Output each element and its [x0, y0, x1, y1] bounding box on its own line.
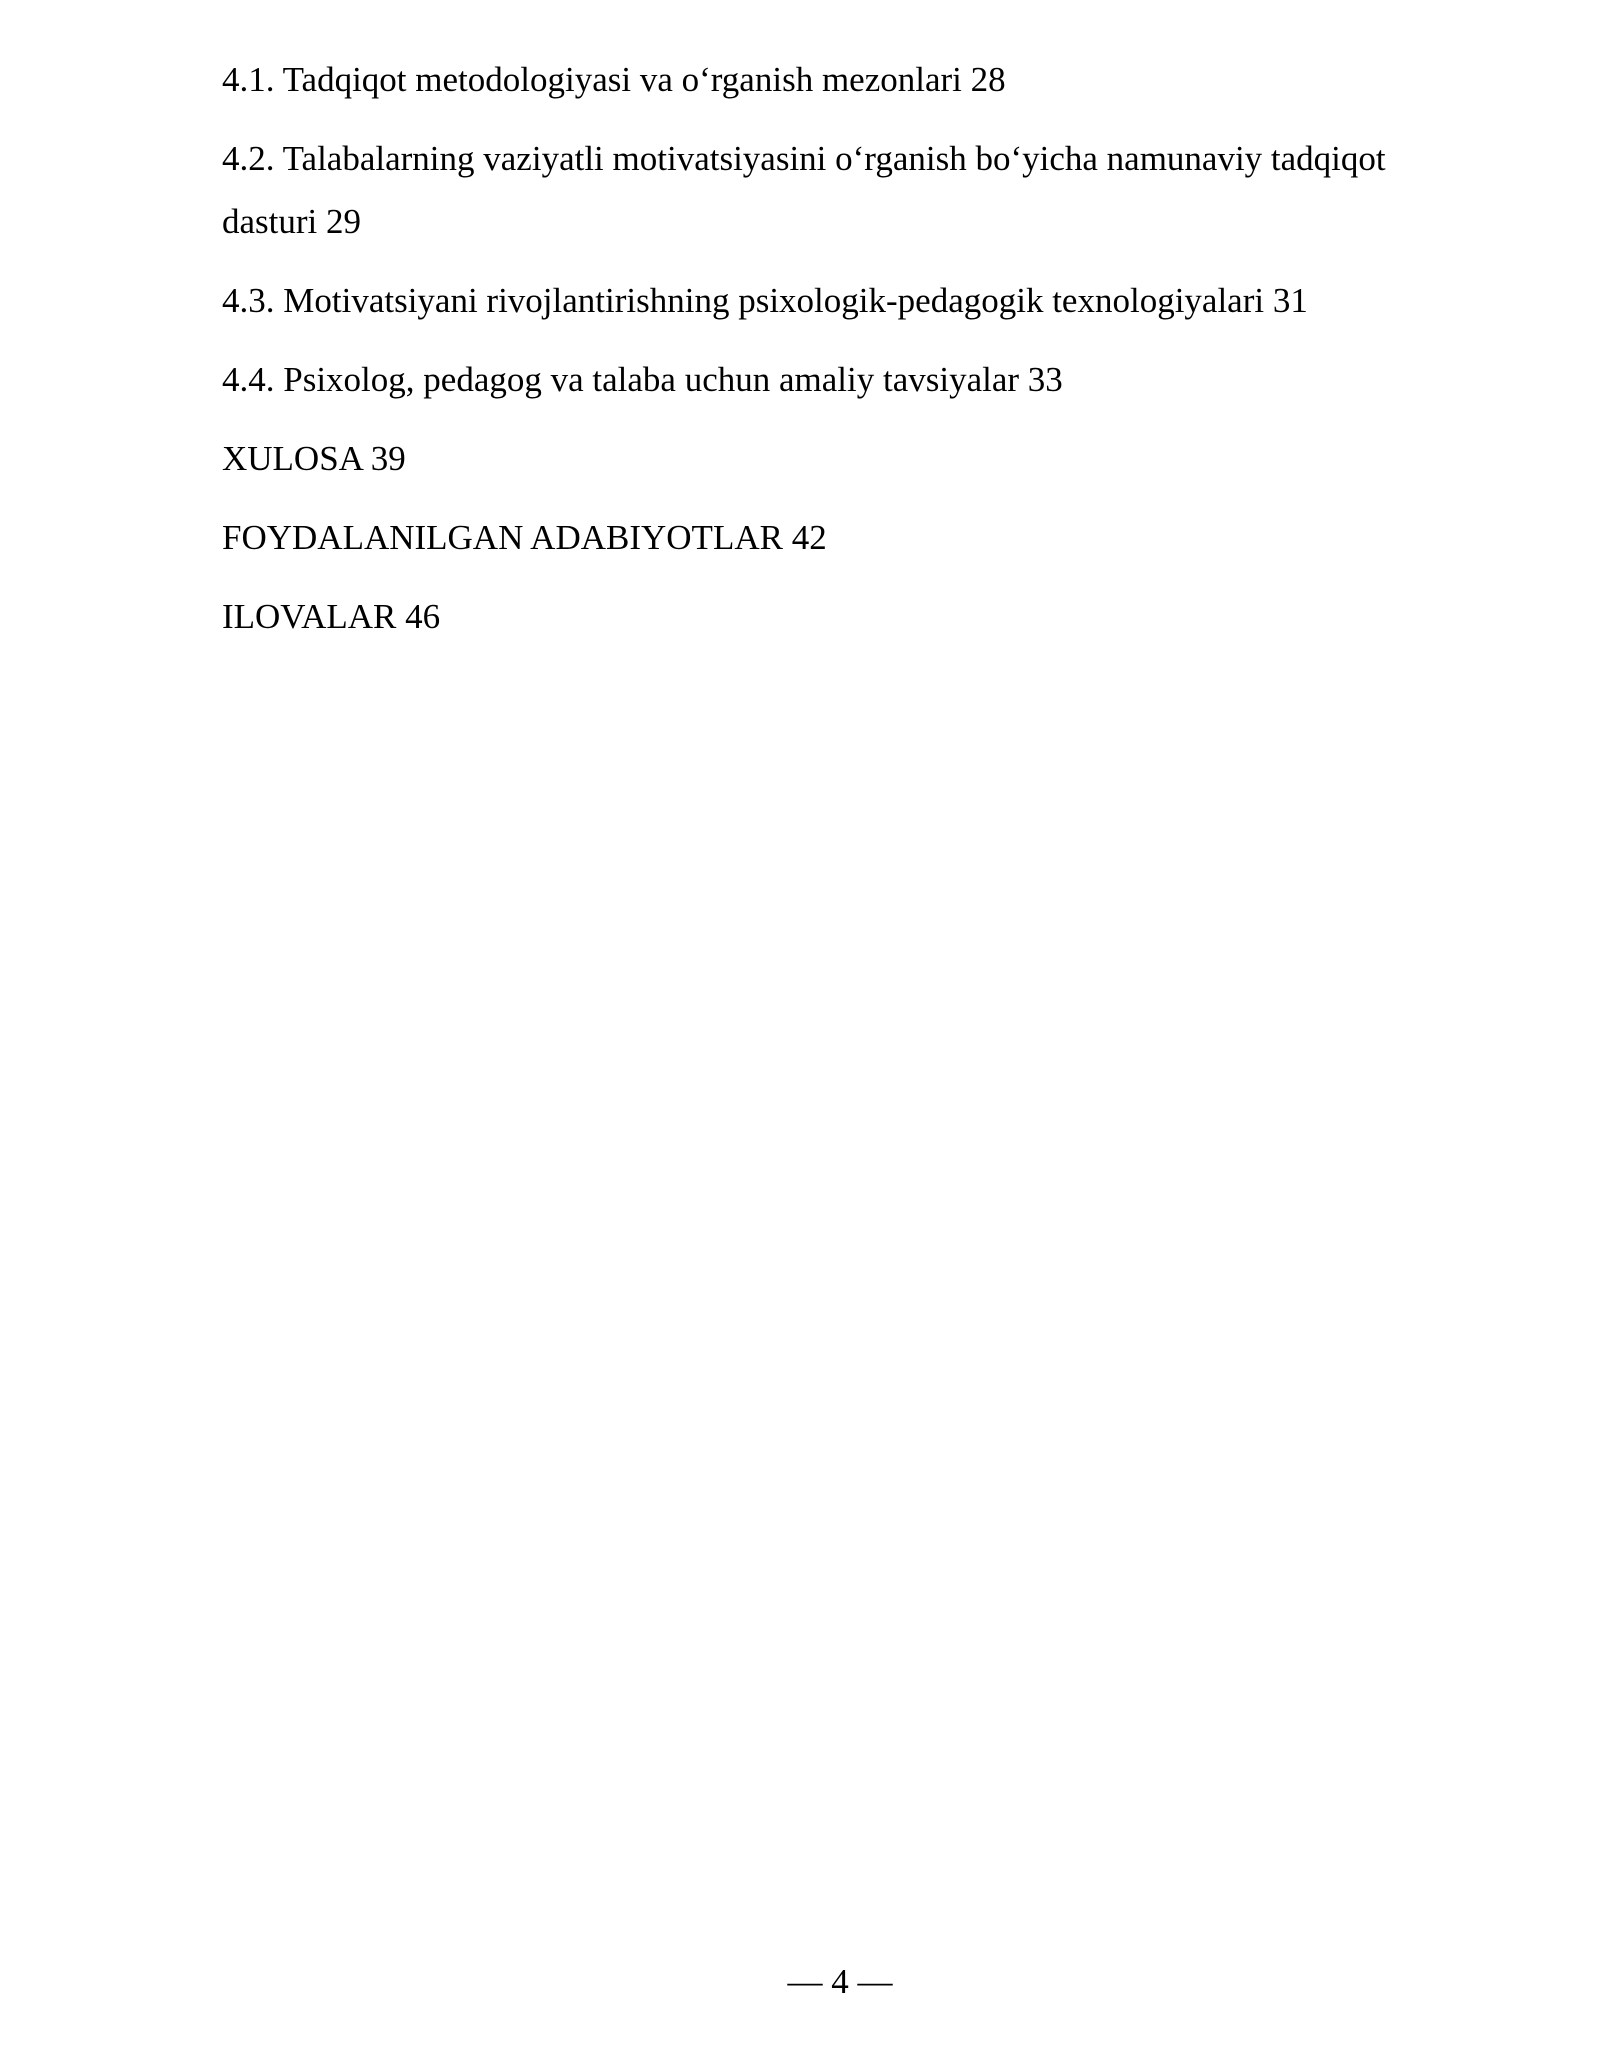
toc-entry-xulosa: XULOSA 39	[222, 439, 406, 478]
toc-entry-ilovalar: ILOVALAR 46	[222, 597, 441, 636]
toc-entry-4-3: 4.3. Motivatsiyani rivojlantirishning psixologik-pedagogik texnologiyalari 31	[222, 281, 1308, 320]
toc-entry-4-2: 4.2. Talabalarning vaziyatli motivatsiyasini o‘rganish bo‘yicha namunaviy tadqiqot dasturi 29	[222, 139, 1386, 241]
toc-entry-4-1: 4.1. Tadqiqot metodologiyasi va o‘rganish mezonlari 28	[222, 60, 1006, 99]
toc-entry-foydalanilgan-adabiyotlar: FOYDALANILGAN ADABIYOTLAR 42	[222, 518, 827, 557]
toc-entry-4-4: 4.4. Psixolog, pedagog va talaba uchun amaliy tavsiyalar 33	[222, 360, 1063, 399]
page-number: — 4 —	[787, 1962, 893, 2001]
table-of-contents	[222, 48, 1442, 664]
